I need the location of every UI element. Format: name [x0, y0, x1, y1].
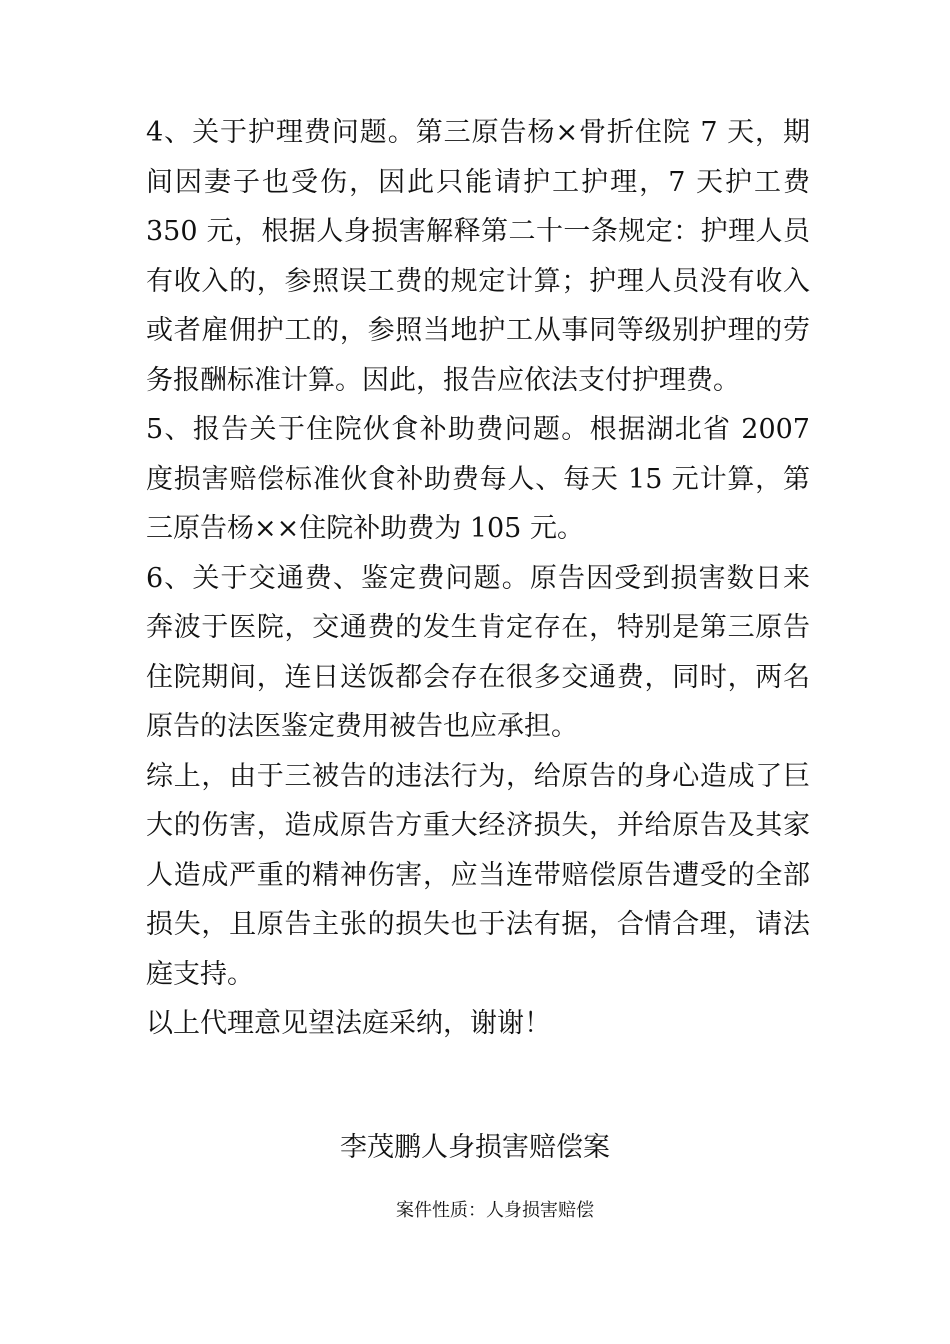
paragraph-summary: 综上，由于三被告的违法行为，给原告的身心造成了巨大的伤害，造成原告方重大经济损失，并给原告及其家人造成严重的精神伤害，应当连带赔偿原告遭受的全部损失，且原告主张的损失也于法有据，合情合理，请法庭支持。 [146, 760, 810, 990]
document-body [146, 108, 810, 1049]
paragraph-closing: 以上代理意见望法庭采纳，谢谢！ [146, 1008, 551, 1039]
paragraph-transport-appraisal-fee: 6、关于交通费、鉴定费问题。原告因受到损害数日来奔波于医院，交通费的发生肯定存在，特别是第三原告住院期间，连日送饭都会存在很多交通费，同时，两名原告的法医鉴定费用被告也应承担。 [146, 562, 810, 742]
paragraph-meal-subsidy: 5、报告关于住院伙食补助费问题。根据湖北省 2007 度损害赔偿标准伙食补助费每人、每天 15 元计算，第三原告杨××住院补助费为 105 元。 [146, 414, 810, 544]
case-title: 李茂鹏人身损害赔偿案 [340, 1132, 610, 1163]
case-nature: 案件性质：人身损害赔偿 [396, 1200, 594, 1221]
paragraph-nursing-fee: 4、关于护理费问题。第三原告杨×骨折住院 7 天，期间因妻子也受伤，因此只能请护工护理，7 天护工费 350 元，根据人身损害解释第二十一条规定：护理人员有收入的，参照误工费的规定计算；护理人员没有收入或者雇佣护工的，参照当地护工从事同等级别护理的劳务报酬标准计算。因此，报告应依法支付护理费。 [146, 117, 810, 396]
